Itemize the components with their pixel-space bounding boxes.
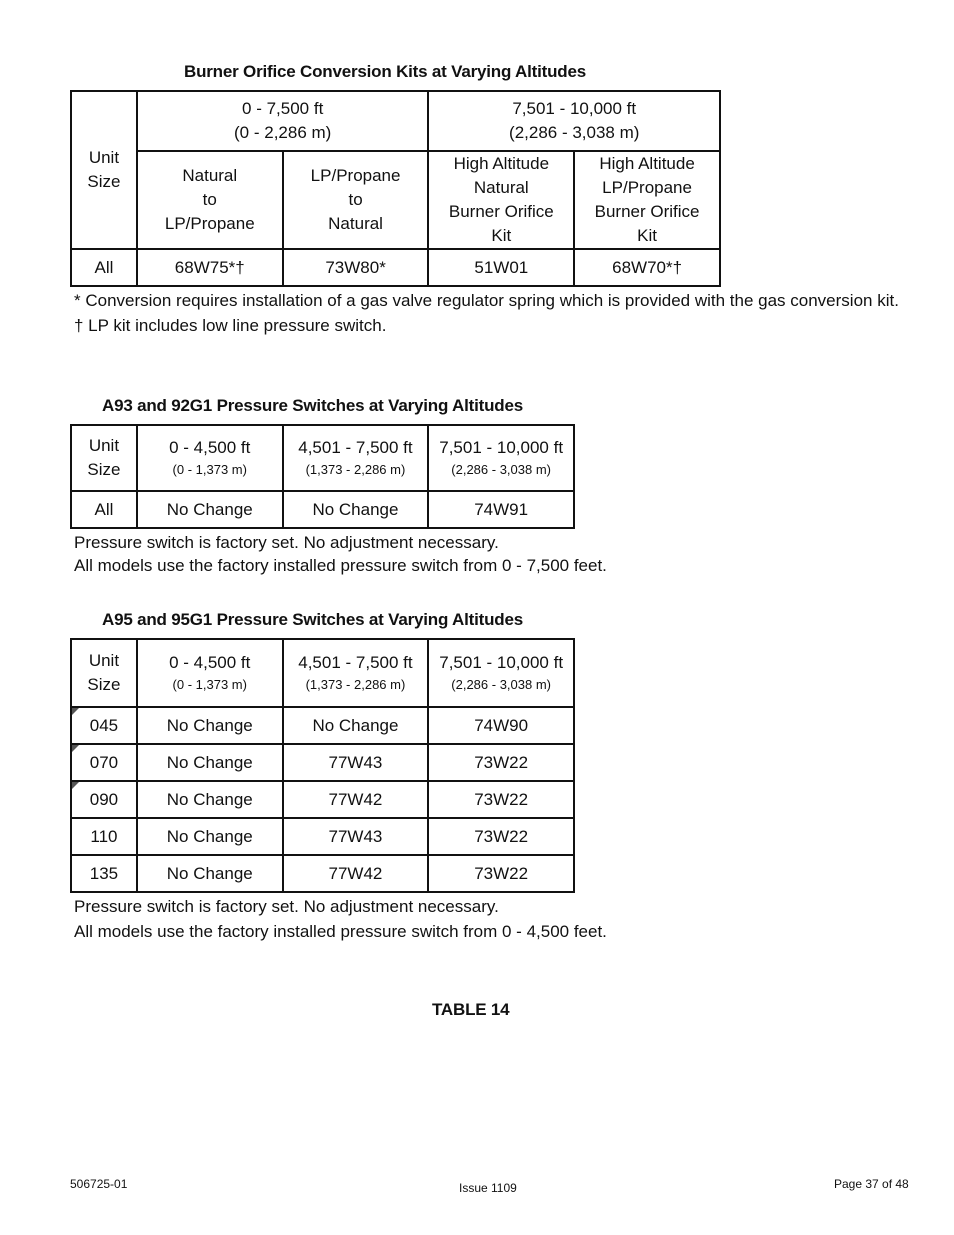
table-cell: 77W43: [283, 818, 429, 855]
high-altitude-natural-header: High Altitude Natural Burner Orifice Kit: [428, 151, 574, 249]
table-cell: All: [71, 491, 137, 528]
table-cell: 73W22: [428, 781, 574, 818]
table-cell: No Change: [137, 855, 283, 892]
table-cell: 68W70*†: [574, 249, 720, 286]
table-row: [71, 781, 574, 818]
table-cell: No Change: [137, 707, 283, 744]
table-label: TABLE 14: [432, 1000, 510, 1019]
issue-label: Issue 1109: [459, 1181, 517, 1195]
range-0-4500-header: 0 - 4,500 ft (0 - 1,373 m): [137, 425, 283, 491]
page-number: Page 37 of 48: [834, 1177, 909, 1191]
range-0-4500-header: 0 - 4,500 ft (0 - 1,373 m): [137, 639, 283, 707]
a95-note-models: All models use the factory installed pressure switch from 0 - 4,500 feet.: [74, 922, 607, 941]
cell-corner-mark: [72, 745, 79, 752]
range-0-7500-header: 0 - 7,500 ft (0 - 2,286 m): [137, 91, 429, 151]
a95-note-factory-set: Pressure switch is factory set. No adjustment necessary.: [74, 897, 499, 916]
burner-footnote-conversion: * Conversion requires installation of a gas valve regulator spring which is provided with the gas conversion kit.: [74, 291, 899, 310]
natural-to-lp-header: Natural to LP/Propane: [137, 151, 283, 249]
table-cell: 110: [71, 818, 137, 855]
table-row: [71, 707, 574, 744]
a93-note-models: All models use the factory installed pressure switch from 0 - 7,500 feet.: [74, 556, 607, 575]
table-row: [71, 744, 574, 781]
range-7501-10000-header: 7,501 - 10,000 ft (2,286 - 3,038 m): [428, 425, 574, 491]
a93-note-factory-set: Pressure switch is factory set. No adjustment necessary.: [74, 533, 499, 552]
table-cell: No Change: [283, 491, 429, 528]
table-cell: 74W90: [428, 707, 574, 744]
range-7501-10000-header: 7,501 - 10,000 ft (2,286 - 3,038 m): [428, 639, 574, 707]
burner-orifice-table: [70, 90, 721, 287]
table-cell: 73W22: [428, 818, 574, 855]
range-4501-7500-header: 4,501 - 7,500 ft (1,373 - 2,286 m): [283, 425, 429, 491]
table-cell: 68W75*†: [137, 249, 283, 286]
table-cell: 135: [71, 855, 137, 892]
range-7501-10000-header: 7,501 - 10,000 ft (2,286 - 3,038 m): [428, 91, 720, 151]
burner-footnote-lp-kit: † LP kit includes low line pressure switch.: [74, 316, 387, 335]
table-cell: 73W22: [428, 855, 574, 892]
table-row: [71, 491, 574, 528]
table-cell: No Change: [137, 491, 283, 528]
unit-size-header: Unit Size: [71, 639, 137, 707]
table-cell: 51W01: [428, 249, 574, 286]
a93-table-title: A93 and 92G1 Pressure Switches at Varying Altitudes: [102, 396, 523, 415]
high-altitude-lp-header: High Altitude LP/Propane Burner Orifice Kit: [574, 151, 720, 249]
document-number: 506725-01: [70, 1177, 128, 1191]
table-cell: 090: [71, 781, 137, 818]
table-cell: 045: [71, 707, 137, 744]
table-cell: 73W80*: [283, 249, 429, 286]
table-cell: No Change: [137, 744, 283, 781]
burner-table-title: Burner Orifice Conversion Kits at Varying Altitudes: [184, 62, 586, 81]
table-cell: 77W42: [283, 781, 429, 818]
table-cell: No Change: [137, 818, 283, 855]
table-cell: 77W42: [283, 855, 429, 892]
unit-size-header: Unit Size: [71, 425, 137, 491]
a95-pressure-switch-table: [70, 638, 575, 893]
range-4501-7500-header: 4,501 - 7,500 ft (1,373 - 2,286 m): [283, 639, 429, 707]
table-row: [71, 818, 574, 855]
table-cell: 73W22: [428, 744, 574, 781]
cell-corner-mark: [72, 708, 79, 715]
table-row: [71, 249, 720, 286]
unit-size-header: Unit Size: [71, 91, 137, 249]
table-cell: 74W91: [428, 491, 574, 528]
table-cell: No Change: [283, 707, 429, 744]
lp-to-natural-header: LP/Propane to Natural: [283, 151, 429, 249]
table-row: [71, 855, 574, 892]
cell-corner-mark: [72, 782, 79, 789]
table-cell: 070: [71, 744, 137, 781]
table-cell: All: [71, 249, 137, 286]
table-cell: 77W43: [283, 744, 429, 781]
table-cell: No Change: [137, 781, 283, 818]
a93-pressure-switch-table: [70, 424, 575, 529]
a95-table-title: A95 and 95G1 Pressure Switches at Varying Altitudes: [102, 610, 523, 629]
